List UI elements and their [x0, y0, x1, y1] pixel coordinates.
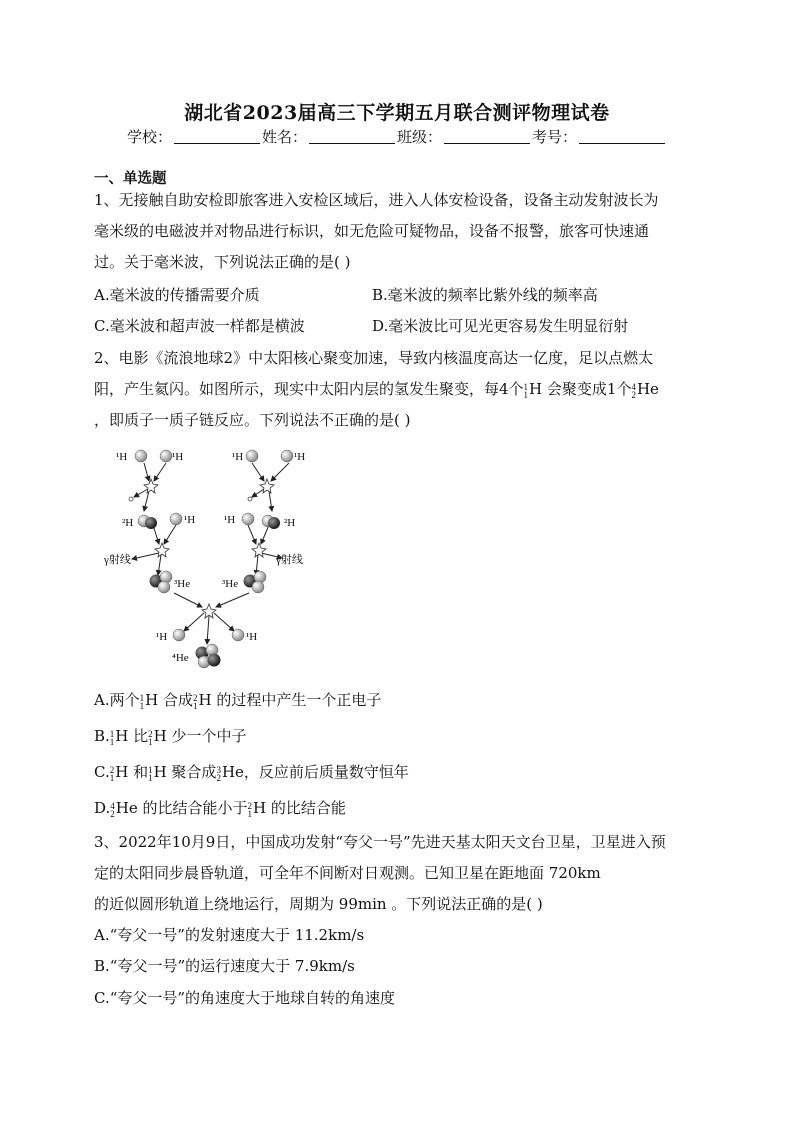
section-heading: 一、单选题 [94, 170, 167, 187]
q1-option-c[interactable]: C.毫米波和超声波一样都是横波 [94, 317, 305, 335]
q2-option-d[interactable]: D. 4 2 He 的比结合能小于 2 1 H 的比结合能 [94, 799, 346, 819]
q2-option-a-text-2: H 合成 [145, 691, 193, 709]
helium-4-symbol: 4 2 [631, 381, 636, 400]
q2-option-a-text-3: H 的过程中产生一个正电子 [198, 691, 382, 709]
q2-option-b-text-3: H 少一个中子 [153, 727, 247, 745]
student-info-row [0, 126, 794, 147]
label-h1-b: ¹H [172, 451, 184, 463]
label-he3-right: ³He [222, 578, 239, 590]
exam-title: 湖北省2023届高三下学期五月联合测评物理试卷 [184, 102, 610, 124]
label-h2-left: ²H [122, 517, 134, 529]
q3-option-a[interactable]: A.“夸父一号”的发射速度大于 11.2km/s [94, 926, 365, 944]
label-h1-g: ¹H [156, 631, 168, 643]
q2-line-3: ，即质子一质子链反应。下列说法不正确的是( ) [94, 411, 411, 429]
q2-line-2 [94, 378, 659, 399]
q1-option-a[interactable]: A.毫米波的传播需要介质 [94, 286, 260, 304]
q3-line-3: 的近似圆形轨道上绕地运行，周期为 99min 。下列说法正确的是( ) [94, 895, 543, 913]
q3-option-b[interactable]: B.“夸父一号”的运行速度大于 7.9km/s [94, 957, 355, 975]
exam-number-blank[interactable] [579, 129, 665, 144]
q2-option-d-text-3: H 的比结合能 [253, 799, 346, 817]
label-gamma-right: γ射线 [276, 554, 303, 566]
q2-line-1: 2、电影《流浪地球2》中太阳核心聚变加速，导致内核温度高达一亿度，足以点燃太 [94, 349, 654, 367]
q2-option-d-text-1: D. [94, 799, 111, 817]
q3-line-1: 3、2022年10月9日，中国成功发射“夸父一号”先进天基太阳天文台卫星，卫星进入预 [94, 833, 666, 851]
label-h1-h: ¹H [246, 631, 258, 643]
q2-line-2-text-c: He [636, 380, 659, 398]
proton-proton-chain-diagram [104, 441, 334, 673]
q2-line-2-text-a: 阳，产生氦闪。如图所示，现实中太阳内层的氢发生聚变，每4个 [94, 380, 524, 398]
label-h2-right: ²H [284, 517, 296, 529]
label-h1-a: ¹H [116, 451, 128, 463]
label-gamma-left: γ射线 [104, 554, 131, 566]
q2-option-b-text-2: H 比 [115, 727, 149, 745]
q3-line-2: 定的太阳同步晨昏轨道，可全年不间断对日观测。已知卫星在距地面 720km [94, 864, 601, 882]
label-h1-d: ¹H [294, 451, 306, 463]
label-h1-f: ¹H [224, 514, 236, 526]
q1-option-b[interactable]: B.毫米波的频率比紫外线的频率高 [372, 286, 598, 304]
name-blank[interactable] [309, 129, 395, 144]
hydrogen-1-symbol: 1 1 [523, 381, 529, 400]
q2-option-b[interactable]: B. 1 1 H 比 2 1 H 少一个中子 [94, 727, 247, 747]
q2-line-2-text-b: H 会聚变成1个 [529, 380, 632, 398]
q2-option-c-text-1: C. [94, 763, 110, 781]
q2-option-c-text-3: H 聚合成 [153, 763, 217, 781]
label-he4: ⁴He [172, 652, 189, 664]
q2-option-a-text-1: A.两个 [94, 691, 140, 709]
school-label: 学校： [126, 128, 172, 146]
name-label: 姓名： [261, 128, 307, 146]
reaction-star-icons [144, 479, 274, 618]
class-label: 班级： [397, 128, 443, 146]
q1-line-1: 1、无接触自助安检即旅客进入安检区域后，进入人体安检设备，设备主动发射波长为 [94, 191, 659, 209]
q1-line-2: 毫米级的电磁波并对物品进行标识，如无危险可疑物品，设备不报警，旅客可快速通 [94, 222, 650, 240]
school-blank[interactable] [174, 129, 260, 144]
q1-line-3: 过。关于毫米波，下列说法正确的是( ) [94, 253, 351, 271]
q2-option-c[interactable]: C. 2 1 H 和 1 1 H 聚合成 3 2 He，反应前后质量数守恒年 [94, 763, 409, 783]
exam-number-label: 考号： [532, 128, 578, 146]
q2-option-b-text-1: B. [94, 727, 110, 745]
class-blank[interactable] [444, 129, 530, 144]
label-h1-e: ¹H [184, 514, 196, 526]
label-h1-c: ¹H [232, 451, 244, 463]
q2-option-c-text-4: He，反应前后质量数守恒年 [221, 763, 409, 781]
label-he3-left: ³He [174, 578, 191, 590]
q2-option-d-text-2: He 的比结合能小于 [115, 799, 248, 817]
q1-option-d[interactable]: D.毫米波比可见光更容易发生明显衍射 [372, 317, 629, 335]
q2-option-a[interactable]: A.两个 1 1 H 合成 2 1 H 的过程中产生一个正电子 [94, 691, 382, 711]
q2-option-c-text-2: H 和 [115, 763, 149, 781]
q3-option-c[interactable]: C.“夸父一号”的角速度大于地球自转的角速度 [94, 989, 396, 1007]
